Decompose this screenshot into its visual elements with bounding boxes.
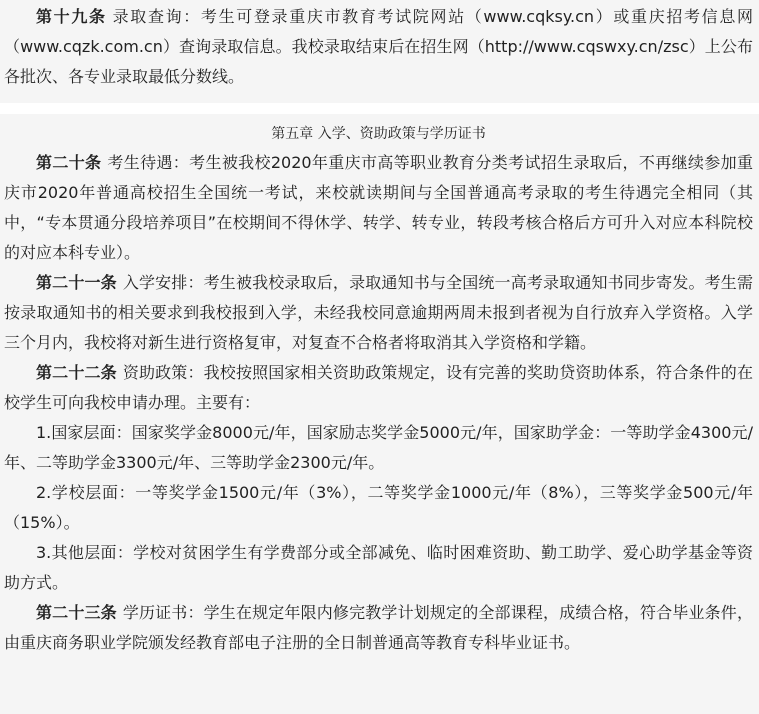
article-20-title: 第二十条: [36, 153, 102, 172]
article-22-item-2: 2.学校层面：一等奖学金1500元/年（3%），二等奖学金1000元/年（8%），三等奖学金500元/年（15%）。: [4, 483, 753, 532]
article-21: [4, 268, 753, 358]
article-19-title: 第十九条: [36, 7, 107, 26]
article-19-text: 录取查询：考生可登录重庆市教育考试院网站（www.cqksy.cn）或重庆招考信息网（www.cqzk.com.cn）查询录取信息。我校录取结束后在招生网（http://www.cqswxy.cn/zsc）上公布各批次、各专业录取最低分数线。: [4, 7, 753, 86]
article-23: [4, 598, 753, 658]
article-19: [4, 2, 753, 92]
article-21-title: 第二十一条: [36, 273, 117, 292]
section-gap: [0, 103, 759, 114]
article-22-item-1: 1.国家层面：国家奖学金8000元/年，国家励志奖学金5000元/年，国家助学金：一等助学金4300元/年、二等助学金3300元/年、三等助学金2300元/年。: [4, 423, 753, 472]
chapter-5-heading: 第五章 入学、资助政策与学历证书: [271, 126, 486, 142]
article-20: [4, 148, 753, 268]
article-22: [4, 358, 753, 418]
article-22-item-3: 3.其他层面：学校对贫困学生有学费部分或全部减免、临时困难资助、勤工助学、爱心助学基金等资助方式。: [4, 543, 753, 592]
article-22-title: 第二十二条: [36, 363, 117, 382]
article-23-title: 第二十三条: [36, 603, 117, 622]
article-23-text: 学历证书：学生在规定年限内修完教学计划规定的全部课程，成绩合格，符合毕业条件，由重庆商务职业学院颁发经教育部电子注册的全日制普通高等教育专科毕业证书。: [4, 603, 753, 652]
article-21-text: 入学安排：考生被我校录取后，录取通知书与全国统一高考录取通知书同步寄发。考生需按录取通知书的相关要求到我校报到入学，未经我校同意逾期两周未报到者视为自行放弃入学资格。入学三个月内，我校将对新生进行资格复审，对复查不合格者将取消其入学资格和学籍。: [4, 273, 753, 352]
article-19-block: [0, 0, 759, 103]
chapter-5-block: [0, 114, 759, 714]
article-22-text: 资助政策：我校按照国家相关资助政策规定，设有完善的奖助贷资助体系，符合条件的在校学生可向我校申请办理。主要有：: [4, 363, 753, 412]
article-20-text: 考生待遇：考生被我校2020年重庆市高等职业教育分类考试招生录取后，不再继续参加重庆市2020年普通高校招生全国统一考试，来校就读期间与全国普通高考录取的考生待遇完全相同（其中，“专本贯通分段培养项目”在校期间不得休学、转学、转专业，转段考核合格后方可升入对应本科院校的对应本科专业）。: [4, 153, 753, 262]
